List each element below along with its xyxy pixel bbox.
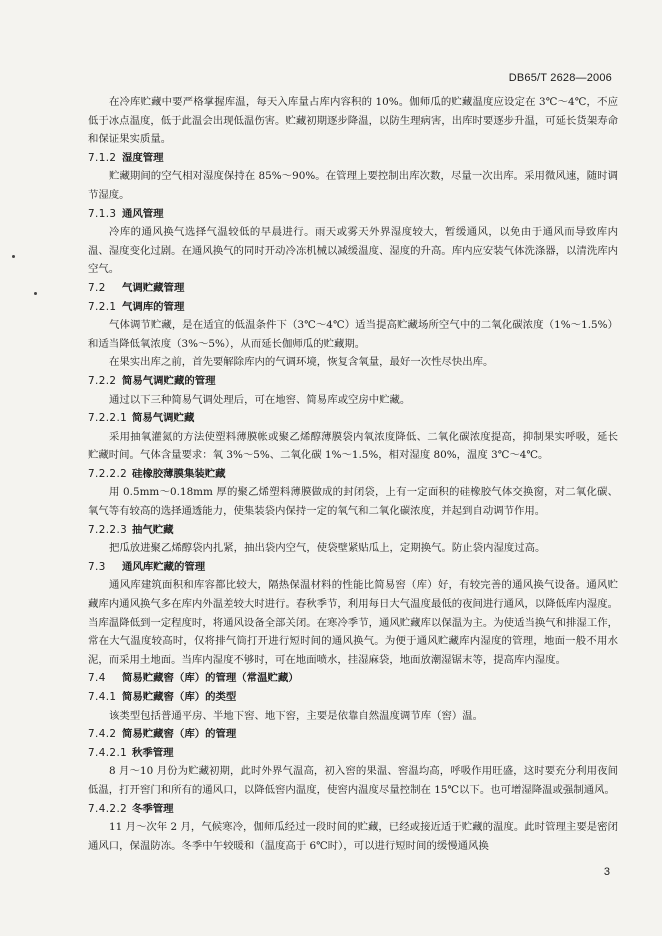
body-paragraph: 贮藏期间的空气相对湿度保持在 85%～90%。在管理上要控制出库次数，尽量一次出库。采用微风速，随时调节湿度。 (88, 170, 618, 201)
section-title: 简易贮藏窖（库）的类型 (122, 691, 237, 703)
standard-code: DB65/T 2628—2006 (508, 72, 612, 84)
body-paragraph: 该类型包括普通平房、半地下窖、地下窖，主要是依靠自然温度调节库（窖）温。 (109, 709, 484, 722)
section-heading (88, 372, 618, 391)
section-number: 7.1.2 (88, 151, 117, 164)
section-heading (88, 298, 618, 317)
body-paragraph: 8 月～10 月份为贮藏初期，此时外界气温高，初入窖的果温、窖温均高，呼吸作用旺盛，这时要充分利用夜间低温，打开窖门和所有的通风口，以降低窖内温度，使窖内温度尽量控制在 15℃以下。也可增湿降温或强制通风。 (88, 765, 618, 796)
section-heading (88, 800, 618, 819)
section-title: 湿度管理 (122, 151, 164, 164)
section-heading (88, 465, 618, 484)
section-heading (88, 669, 618, 688)
section-heading (88, 409, 618, 428)
section-heading (88, 279, 618, 298)
section-number: 7.4.2 (88, 728, 117, 741)
section-title: 简易贮藏窖（库）的管理（常温贮藏） (122, 672, 299, 685)
section-number: 7.4.2.2 (88, 802, 128, 815)
section-number: 7.3 (88, 560, 106, 573)
body-paragraph: 在冷库贮藏中要严格掌握库温，每天入库量占库内容积的 10%。伽师瓜的贮藏温度应设定在 3℃～4℃，不应低于冰点温度，低于此温会出现低温伤害。贮藏初期逐步降温，以防生理病害，出库时要逐步升温，可延长货架寿命和保证果实质量。 (88, 96, 618, 146)
section-heading (88, 558, 618, 577)
section-title: 简易气调贮藏 (132, 412, 195, 425)
section-number: 7.2.2.2 (88, 467, 128, 480)
body-paragraph: 用 0.5mm～0.18mm 厚的聚乙烯塑料薄膜做成的封闭袋，上有一定面积的硅橡胶气体交换窗，对二氧化碳、氧气等有较高的选择通透能力，使集装袋内保持一定的氧气和二氧化碳浓度，并起到自动调节作用。 (88, 486, 618, 518)
section-title: 简易气调贮藏的管理 (122, 374, 216, 387)
section-title: 秋季管理 (132, 746, 174, 759)
section-heading (88, 205, 618, 224)
section-number: 7.2.1 (88, 300, 117, 313)
section-number: 7.2 (88, 281, 106, 294)
body-paragraph: 把瓜放进聚乙烯醇袋内扎紧，抽出袋内空气，使袋壁紧贴瓜上，定期换气。防止袋内湿度过高。 (109, 542, 546, 555)
section-title: 气调库的管理 (122, 300, 185, 313)
section-title: 抽气贮藏 (132, 523, 174, 536)
section-title: 通风库贮藏的管理 (122, 560, 206, 573)
document-body (88, 93, 618, 855)
page-number: 3 (603, 866, 610, 878)
body-paragraph: 冷库的通风换气选择气温较低的早晨进行。雨天或雾天外界湿度较大，暂缓通风，以免由于通风而导致库内温、湿度变化过剧。在通风换气的同时开动冷冻机械以减缓温度、湿度的升高。库内应安装气体洗涤器，以清洗库内空气。 (88, 226, 618, 276)
section-number: 7.2.2.1 (88, 412, 128, 425)
section-heading (88, 744, 618, 763)
section-title: 冬季管理 (132, 802, 174, 815)
section-title: 通风管理 (122, 207, 164, 220)
section-title: 气调贮藏管理 (122, 281, 185, 294)
section-title: 硅橡胶薄膜集装贮藏 (132, 467, 226, 480)
body-paragraph: 通过以下三种简易气调处理后，可在地窖、简易库或空房中贮藏。 (109, 393, 411, 406)
section-number: 7.4.1 (88, 691, 117, 703)
section-title: 简易贮藏窖（库）的管理 (122, 728, 237, 741)
section-number: 7.2.2 (88, 374, 117, 387)
section-number: 7.4 (88, 672, 106, 685)
scan-speck (34, 292, 37, 295)
section-number: 7.2.2.3 (88, 523, 128, 536)
scan-speck (12, 255, 15, 258)
body-paragraph: 11 月～次年 2 月，气候寒冷，伽师瓜经过一段时间的贮藏，已经或接近适于贮藏的温度。此时管理主要是密闭通风口，保温防冻。冬季中午较暖和（温度高于 6℃时），可以进行短时间的缓慢通风换 (88, 821, 618, 852)
body-paragraph: 通风库建筑面积和库容都比较大，隔热保温材料的性能比简易窖（库）好，有较完善的通风换气设备。通风贮藏库内通风换气多在库内外温差较大时进行。春秋季节，利用每日大气温度最低的夜间进行通风，以降低库内湿度。当库温降低到一定程度时，将通风设备全部关闭。在寒冷季节，通风贮藏库以保温为主。为使适当换气和排湿工作，常在大气温度较高时，仅将排气筒打开进行短时间的通风换气。为便于通风贮藏库内湿度的管理，地面一般不用水泥，而采用土地面。当库内湿度不够时，可在地面喷水，挂湿麻袋，地面放潮湿锯末等，提高库内湿度。 (88, 579, 618, 666)
section-heading (88, 521, 618, 540)
body-paragraph: 采用抽氧灌氮的方法使塑料薄膜帐或聚乙烯醇薄膜袋内氧浓度降低、二氧化碳浓度提高，抑制果实呼吸，延长贮藏时间。气体含量要求：氧 3%～5%、二氧化碳 1%～1.5%，相对湿度 80%，温度 3℃～4℃。 (88, 430, 618, 462)
body-paragraph: 在果实出库之前，首先要解除库内的气调环境，恢复含氧量，最好一次性尽快出库。 (109, 356, 494, 369)
section-heading (88, 688, 618, 707)
section-heading (88, 725, 618, 744)
section-number: 7.4.2.1 (88, 746, 128, 759)
section-number: 7.1.3 (88, 207, 117, 220)
section-heading (88, 149, 618, 168)
body-paragraph: 气体调节贮藏，是在适宜的低温条件下（3℃～4℃）适当提高贮藏场所空气中的二氧化碳浓度（1%～1.5%）和适当降低氧浓度（3%～5%），从而延长伽师瓜的贮藏期。 (88, 319, 618, 350)
